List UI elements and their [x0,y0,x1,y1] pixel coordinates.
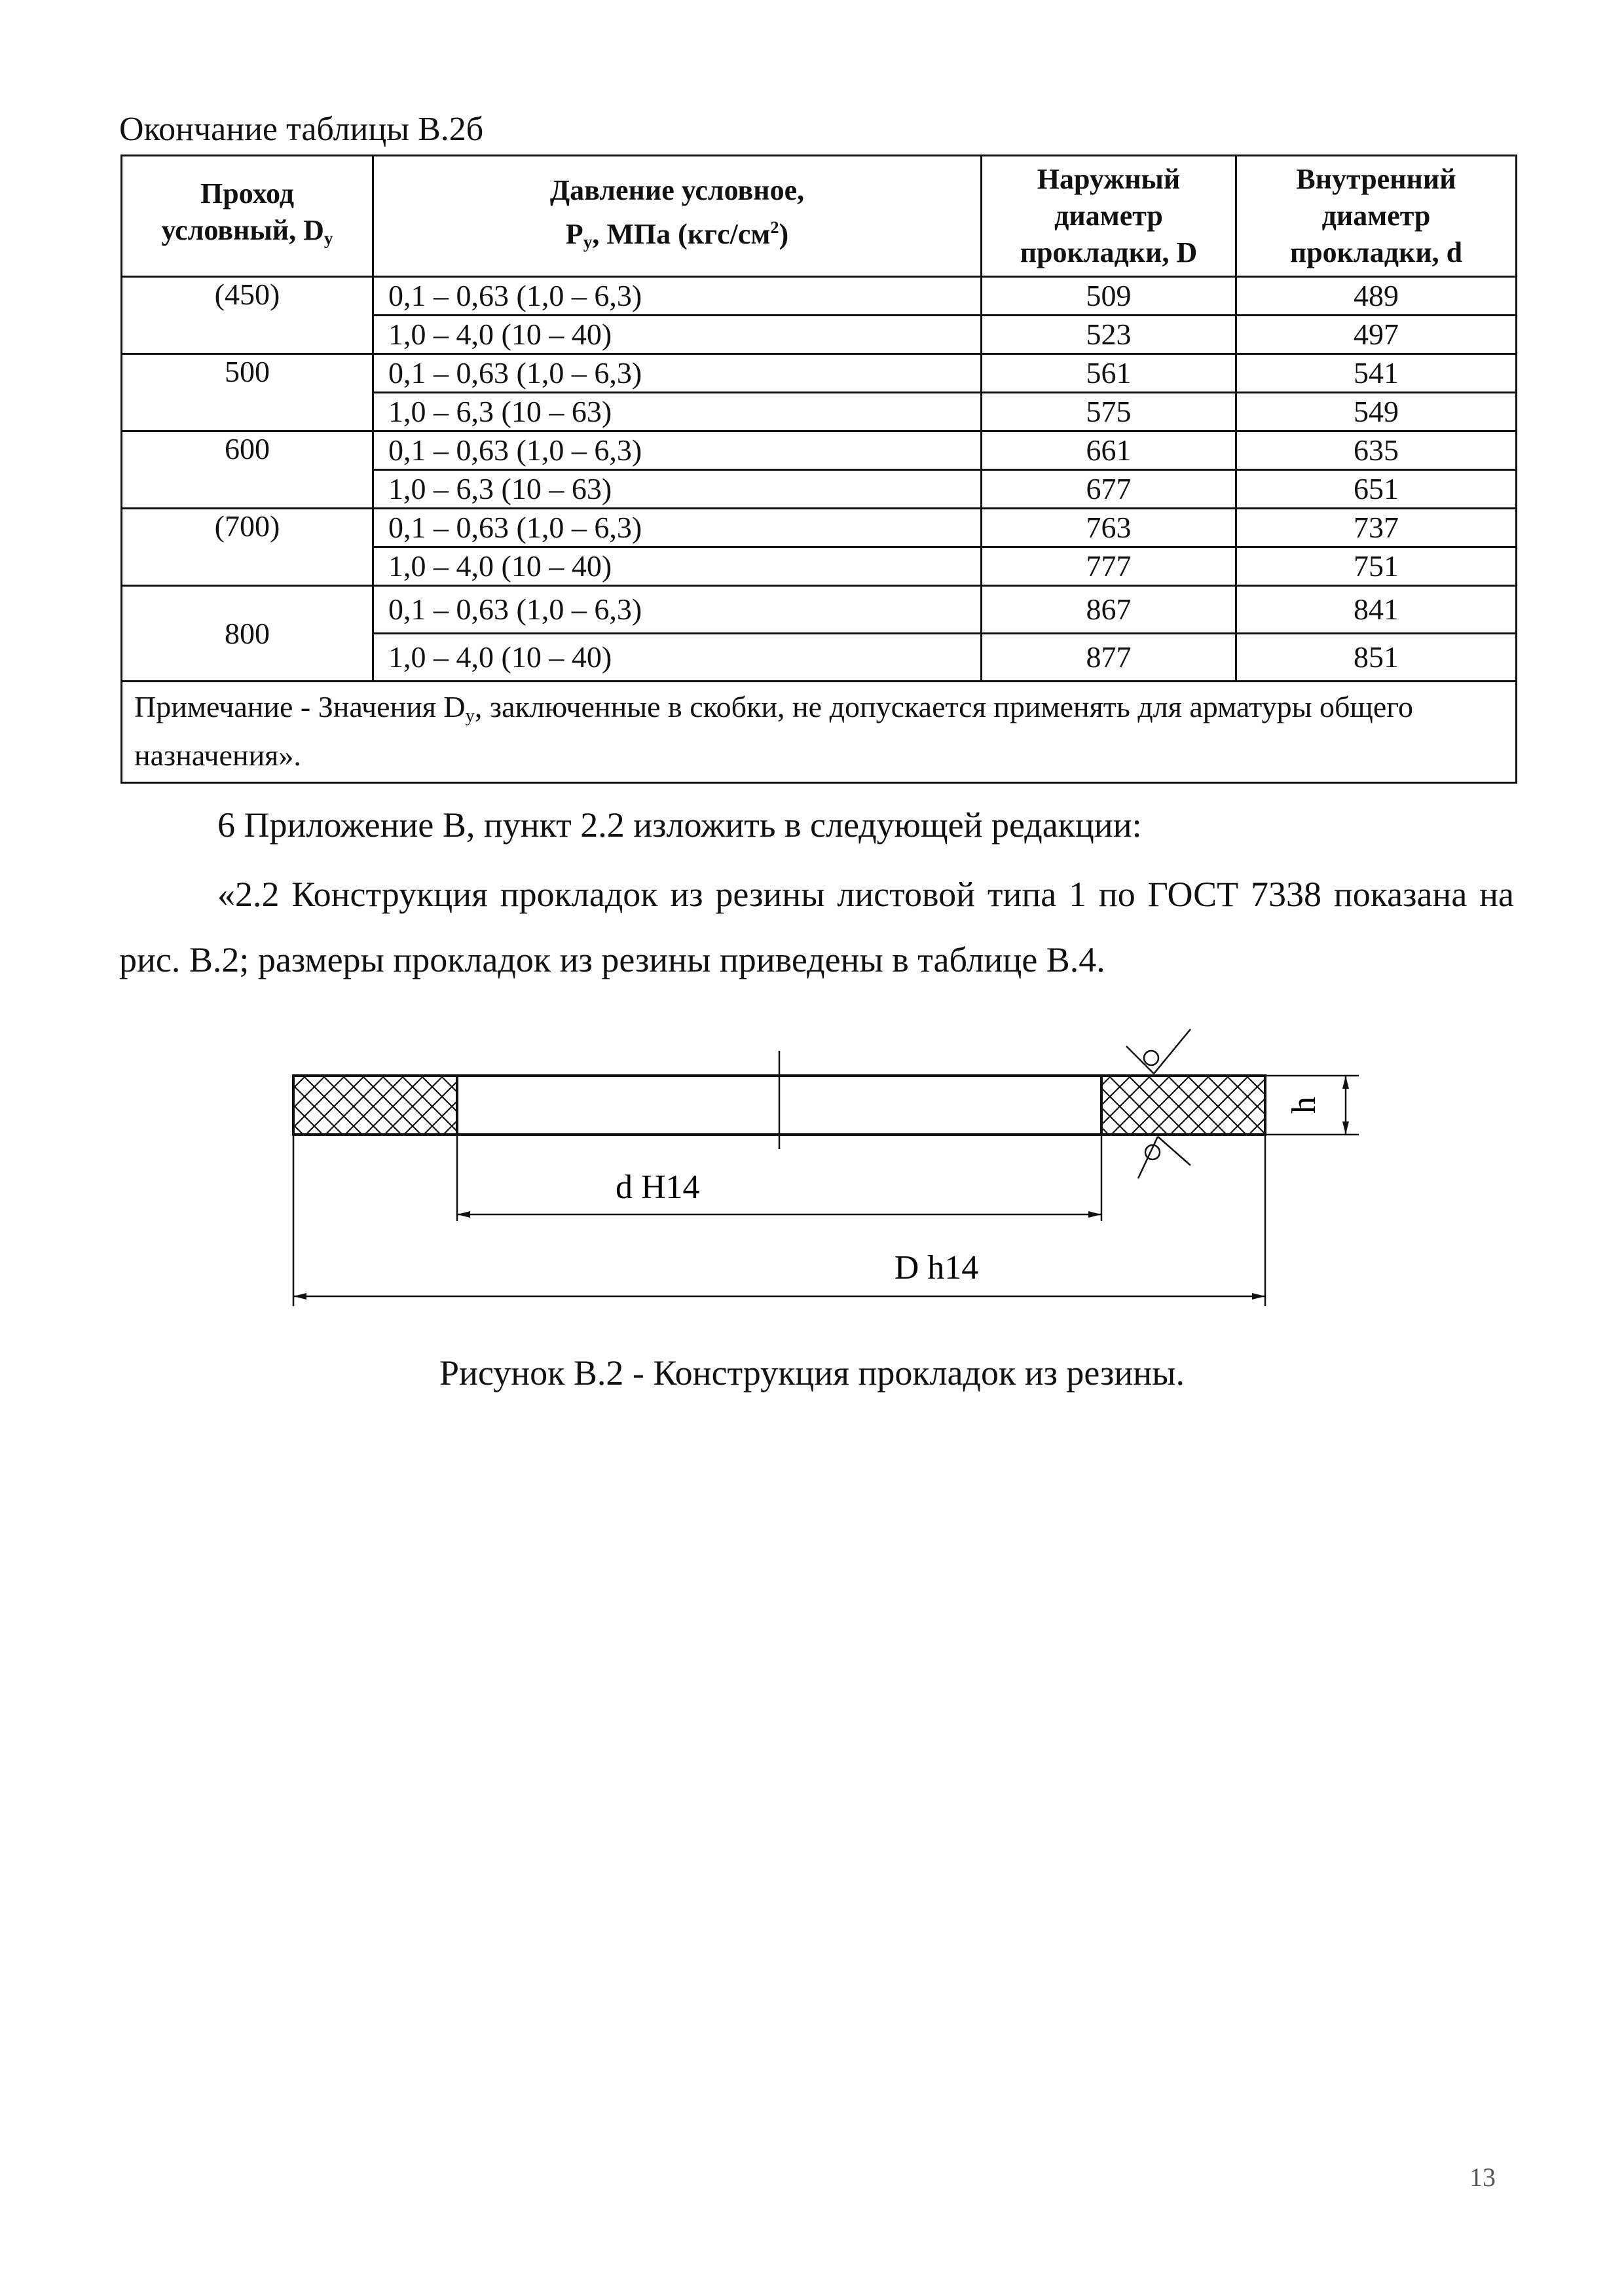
header-nominal-pressure: Давление условное, $Р_у$, МПа $(кгс/см^2)$ [373,156,982,277]
inner-diameter-cell: 851 [1236,634,1517,682]
header-outer-diameter: Наружный диаметр прокладки, D [982,156,1236,277]
nominal-bore-cell: 600 [122,431,373,509]
inner-diameter-cell: 651 [1236,470,1517,509]
outer-diameter-cell: 509 [982,277,1236,316]
inner-diameter-cell: 549 [1236,393,1517,431]
outer-diameter-cell: 523 [982,316,1236,354]
pressure-cell: 1,0 – 4,0 (10 – 40) [373,316,982,354]
figure-caption: Рисунок В.2 - Конструкция прокладок из резины. [439,1353,1185,1393]
inner-diameter-cell: 737 [1236,509,1517,547]
table-row [122,431,1517,470]
gasket-right-section [1101,1076,1265,1135]
gasket-left-section [293,1076,457,1135]
outer-diameter-cell: 877 [982,634,1236,682]
table-header-row [122,156,1517,277]
pressure-cell: 0,1 – 0,63 (1,0 – 6,3) [373,277,982,316]
thickness-label: h [1285,1097,1323,1114]
pressure-cell: 1,0 – 4,0 (10 – 40) [373,547,982,586]
nominal-bore-cell: 500 [122,354,373,431]
inner-diameter-cell: 635 [1236,431,1517,470]
table-caption: Окончание таблицы В.2б [119,111,484,148]
table-row [122,509,1517,547]
pressure-cell: 0,1 – 0,63 (1,0 – 6,3) [373,354,982,393]
inner-diameter-label: d H14 [616,1169,700,1206]
outer-diameter-cell: 763 [982,509,1236,547]
clause-paragraph: «2.2 Конструкция прокладок из резины листовой типа 1 по ГОСТ 7338 показана на рис. В.2; размеры прокладок из резины приведены в таблице В.4. [119,875,1514,979]
table-row [122,277,1517,316]
outer-diameter-cell: 661 [982,431,1236,470]
inner-diameter-cell: 497 [1236,316,1517,354]
nominal-bore-cell: 800 [122,586,373,682]
outer-diameter-cell: 777 [982,547,1236,586]
page-number: 13 [1469,2162,1496,2192]
pressure-cell: 0,1 – 0,63 (1,0 – 6,3) [373,509,982,547]
table-row [122,354,1517,393]
nominal-bore-cell: (700) [122,509,373,586]
inner-diameter-cell: 841 [1236,586,1517,634]
pressure-cell: 0,1 – 0,63 (1,0 – 6,3) [373,586,982,634]
pressure-cell: 1,0 – 4,0 (10 – 40) [373,634,982,682]
outer-diameter-label: D h14 [894,1249,979,1286]
header-inner-diameter: Внутренний диаметр прокладки, d [1236,156,1517,277]
header-nominal-bore: Проход условный, $D_у$ [122,156,373,277]
pressure-cell: 1,0 – 6,3 (10 – 63) [373,393,982,431]
pressure-cell: 0,1 – 0,63 (1,0 – 6,3) [373,431,982,470]
amendment-paragraph: 6 Приложение В, пункт 2.2 изложить в следующей редакции: [217,805,1142,845]
inner-diameter-cell: 489 [1236,277,1517,316]
surface-finish-bottom-icon [1138,1137,1190,1178]
table-note-row [122,682,1517,783]
gasket-drawing [0,1008,1624,1336]
table-note: Примечание - Значения $D_у$, заключенные в скобки, не допускается применять для арматуры общего назначения». [122,682,1517,783]
outer-diameter-cell: 677 [982,470,1236,509]
table-row [122,586,1517,634]
inner-diameter-cell: 541 [1236,354,1517,393]
surface-finish-top-icon [1126,1029,1190,1074]
nominal-bore-cell: (450) [122,277,373,354]
inner-diameter-cell: 751 [1236,547,1517,586]
outer-diameter-cell: 575 [982,393,1236,431]
gasket-dimensions-table [120,155,1517,784]
outer-diameter-cell: 561 [982,354,1236,393]
pressure-cell: 1,0 – 6,3 (10 – 63) [373,470,982,509]
outer-diameter-cell: 867 [982,586,1236,634]
